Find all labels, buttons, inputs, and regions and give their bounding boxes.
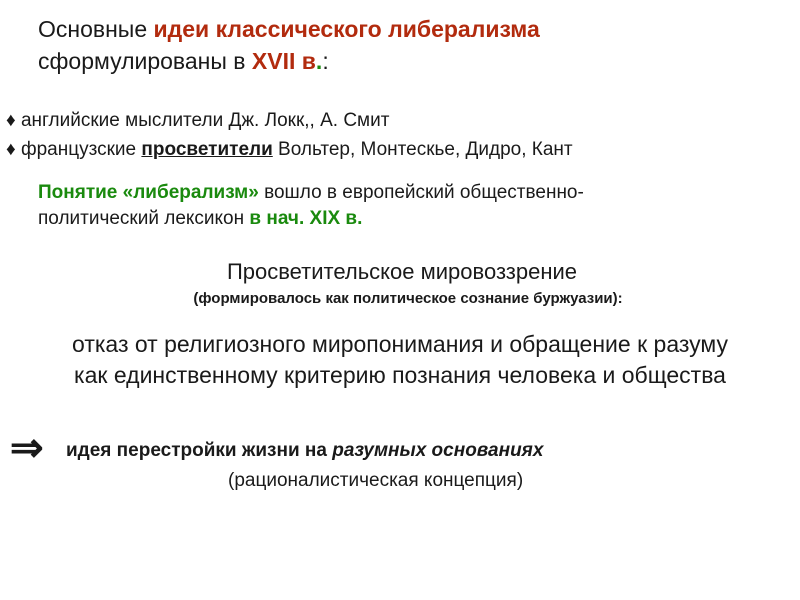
title-plain-text: Основные [38,16,154,42]
century-highlight-text: XVII в [251,48,316,74]
enlightenment-heading: Просветительское мировоззрение [226,259,578,284]
statement-line-2: как единственному критерию познания человека и общества [74,362,726,388]
enlightenment-subheading: (формировалось как политическое сознание буржуазии): [193,290,623,307]
conclusion-emphasis-text: разумных основаниях [332,440,544,461]
title-highlight-text: идеи классического либерализма [153,16,540,42]
liberalism-term-text: Понятие «либерализм» [38,182,259,203]
bullet-item-french [6,139,573,161]
conclusion-note: (рационалистическая концепция) [228,470,524,491]
bullet-text: английские мыслители Дж. Локк,, А. Смит [15,110,390,131]
conclusion-line [66,440,543,462]
liberalism-note-line-2 [38,208,362,230]
diamond-bullet-icon: ♦ [6,139,16,160]
liberalism-date-text: в нач. XIX в. [249,208,363,229]
bullet-emphasis-text: просветители [141,139,273,160]
century-dot: . [315,48,323,74]
title-colon: : [322,48,329,74]
statement-line-1: отказ от религиозного миропонимания и обращение к разуму [72,331,728,357]
liberalism-note-line-1 [38,182,584,204]
title-line-2 [38,48,329,75]
bullet-text: Вольтер, Монтескье, Дидро, Кант [272,139,573,160]
liberalism-plain-text: политический лексикон [38,208,250,229]
diamond-bullet-icon: ♦ [6,110,16,131]
title-line-1 [38,16,540,43]
liberalism-plain-text: вошло в европейский общественно- [258,182,584,203]
conclusion-text: идея перестройки жизни на [66,440,333,461]
implies-arrow-icon: ⇒ [10,426,44,470]
bullet-text: французские [15,139,142,160]
bullet-item-english [6,110,389,132]
title-plain-text: сформулированы в [38,48,252,74]
